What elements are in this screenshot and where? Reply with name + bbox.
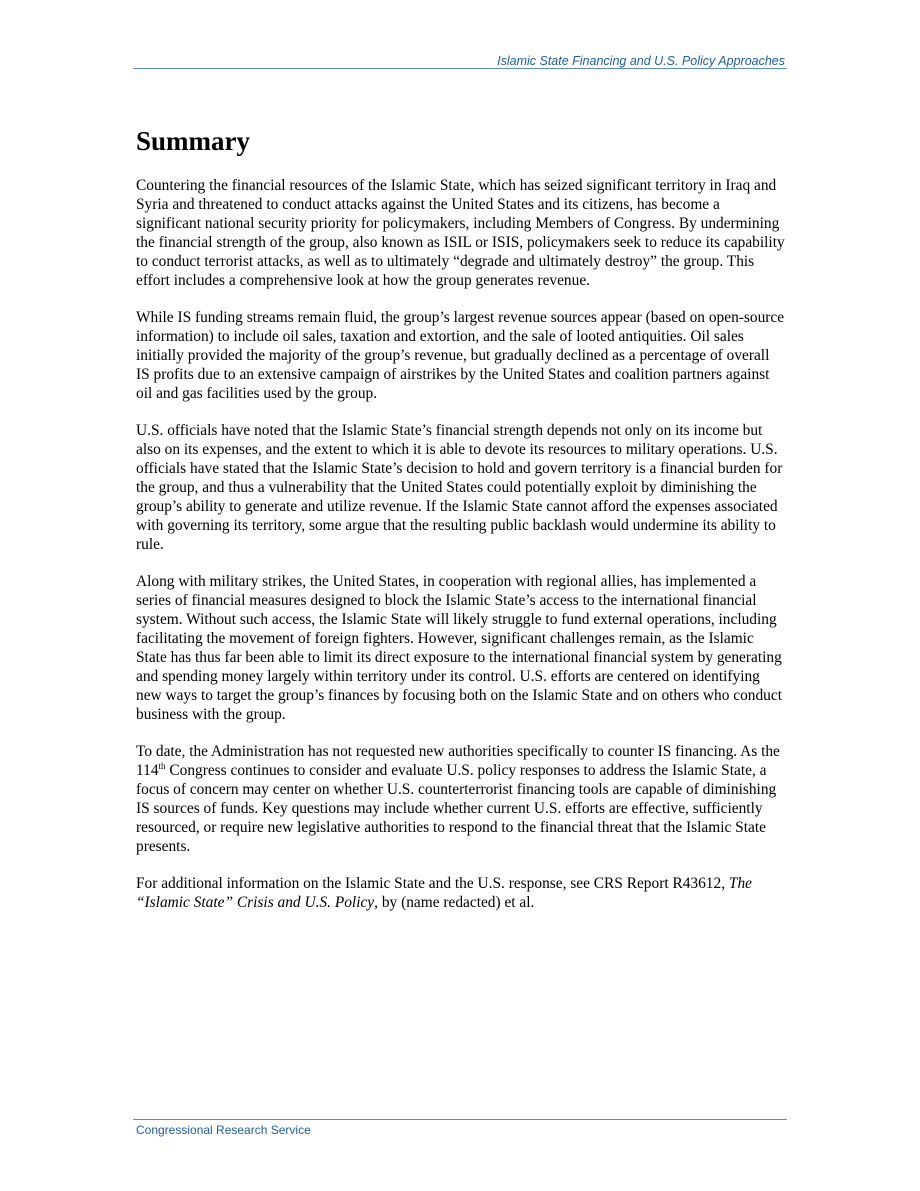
report-title: The “Islamic State” Crisis and U.S. Policy bbox=[136, 875, 752, 911]
paragraph-4: Along with military strikes, the United States, in cooperation with regional allies, has implemented a series of financial measures designed to block the Islamic State’s access to the international financial system. Without such access, the Islamic State will likely struggle to fund external operations, including facilitating the movement of foreign fighters. However, significant challenges remain, as the Islamic State has thus far been able to limit its direct exposure to the international financial system by generating and spending money largely within territory under its control. U.S. efforts are centered on identifying new ways to target the group’s finances by focusing both on the Islamic State and on others who conduct business with the group. bbox=[136, 573, 782, 723]
page-title: Summary bbox=[136, 126, 250, 156]
paragraph-5-text-a: To date, the Administration has not requested new authorities specifically to counter IS financing. As the 114 bbox=[136, 743, 780, 779]
paragraph-6 bbox=[136, 874, 786, 912]
paragraph-6-text-a: For additional information on the Islamic State and the U.S. response, see CRS Report R43612, bbox=[136, 875, 729, 892]
paragraph-5-text-b: Congress continues to consider and evaluate U.S. policy responses to address the Islamic State, a focus of concern may center on whether U.S. counterterrorist financing tools are capable of diminishing IS sources of funds. Key questions may include whether current U.S. efforts are effective, sufficiently resourced, or require new legislative authorities to respond to the financial threat that the Islamic State presents. bbox=[136, 762, 777, 855]
paragraph-5 bbox=[136, 742, 786, 856]
footer-organization: Congressional Research Service bbox=[136, 1123, 311, 1137]
header-divider bbox=[133, 68, 787, 69]
summary-body bbox=[136, 176, 786, 930]
paragraph-2: While IS funding streams remain fluid, the group’s largest revenue sources appear (based on open-source information) to include oil sales, taxation and extortion, and the sale of looted antiquities. Oil sales initially provided the majority of the group’s revenue, but gradually declined as a percentage of overall IS profits due to an extensive campaign of airstrikes by the United States and coalition partners against oil and gas facilities used by the group. bbox=[136, 309, 785, 402]
footer-divider bbox=[133, 1119, 787, 1120]
paragraph-1: Countering the financial resources of the Islamic State, which has seized significant territory in Iraq and Syria and threatened to conduct attacks against the United States and its citizens, has become a significant national security priority for policymakers, including Members of Congress. By undermining the financial strength of the group, also known as ISIL or ISIS, policymakers seek to reduce its capability to conduct terrorist attacks, as well as to ultimately “degrade and ultimately destroy” the group. This effort includes a comprehensive look at how the group generates revenue. bbox=[136, 177, 785, 289]
ordinal-superscript: th bbox=[158, 761, 166, 771]
paragraph-3: U.S. officials have noted that the Islamic State’s financial strength depends not only on its income but also on its expenses, and the extent to which it is able to devote its resources to military operations. U.S. officials have stated that the Islamic State’s decision to hold and govern territory is a financial burden for the group, and thus a vulnerability that the United States could potentially exploit by diminishing the group’s ability to generate and utilize revenue. If the Islamic State cannot afford the expenses associated with governing its territory, some argue that the resulting public backlash would undermine its ability to rule. bbox=[136, 422, 783, 553]
paragraph-6-text-b: , by (name redacted) et al. bbox=[374, 894, 535, 911]
running-header: Islamic State Financing and U.S. Policy Approaches bbox=[497, 54, 785, 68]
